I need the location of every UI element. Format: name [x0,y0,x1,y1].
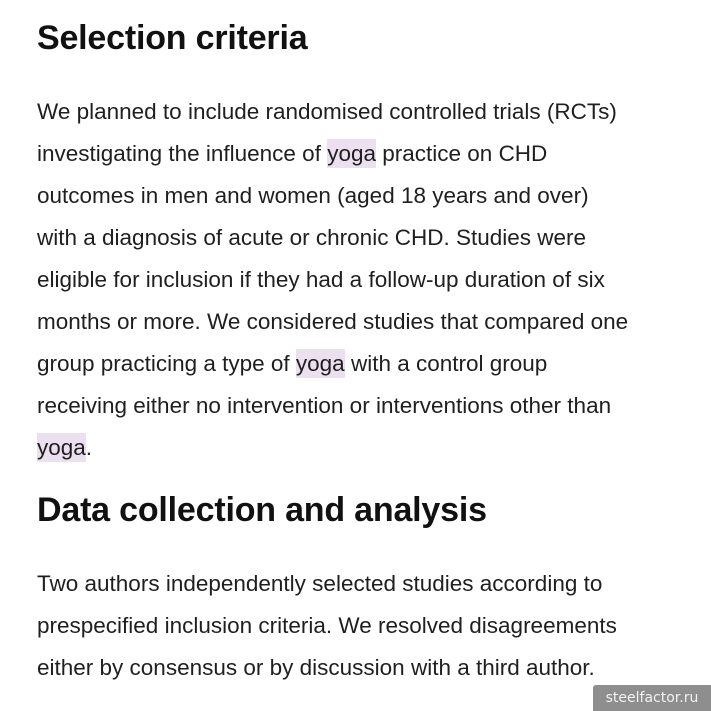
text-segment: receiving either no intervention or interventions other than [37,393,612,418]
text-line [37,385,687,427]
text-line [37,563,687,605]
text-segment: outcomes in men and women (aged 18 years and over) [37,183,589,208]
section-heading-selection-criteria: Selection criteria [37,19,308,57]
text-segment: prespecified inclusion criteria. We resolved disagreements [37,613,617,638]
highlighted-term: yoga [37,435,86,460]
text-line [37,175,687,217]
text-segment: with a control group [344,351,548,376]
section-heading-data-collection: Data collection and analysis [37,491,487,529]
text-line [37,133,687,175]
text-line [37,605,687,647]
text-segment: with a diagnosis of acute or chronic CHD. Studies were [37,225,587,250]
text-line [37,91,687,133]
text-segment: . [85,435,93,460]
text-line [37,259,687,301]
paragraph-data-collection [37,563,687,689]
paragraph-selection-criteria [37,91,687,469]
text-segment: Two authors independently selected studies according to [37,571,603,596]
text-segment: practice on CHD [376,141,548,166]
text-line [37,217,687,259]
highlighted-term: yoga [327,141,376,166]
highlighted-term: yoga [295,351,345,376]
text-segment: eligible for inclusion if they had a follow-up duration of six [37,267,605,292]
text-line [37,647,687,689]
text-segment: investigating the influence of [37,141,328,166]
text-line [37,343,687,385]
text-line [37,301,687,343]
text-line [37,427,687,469]
text-segment: either by consensus or by discussion with a third author. [37,655,595,680]
text-segment: We planned to include randomised controlled trials (RCTs) [37,99,617,124]
watermark: steelfactor.ru [593,685,711,711]
text-segment: group practicing a type of [37,351,296,376]
text-segment: months or more. We considered studies that compared one [37,309,629,334]
